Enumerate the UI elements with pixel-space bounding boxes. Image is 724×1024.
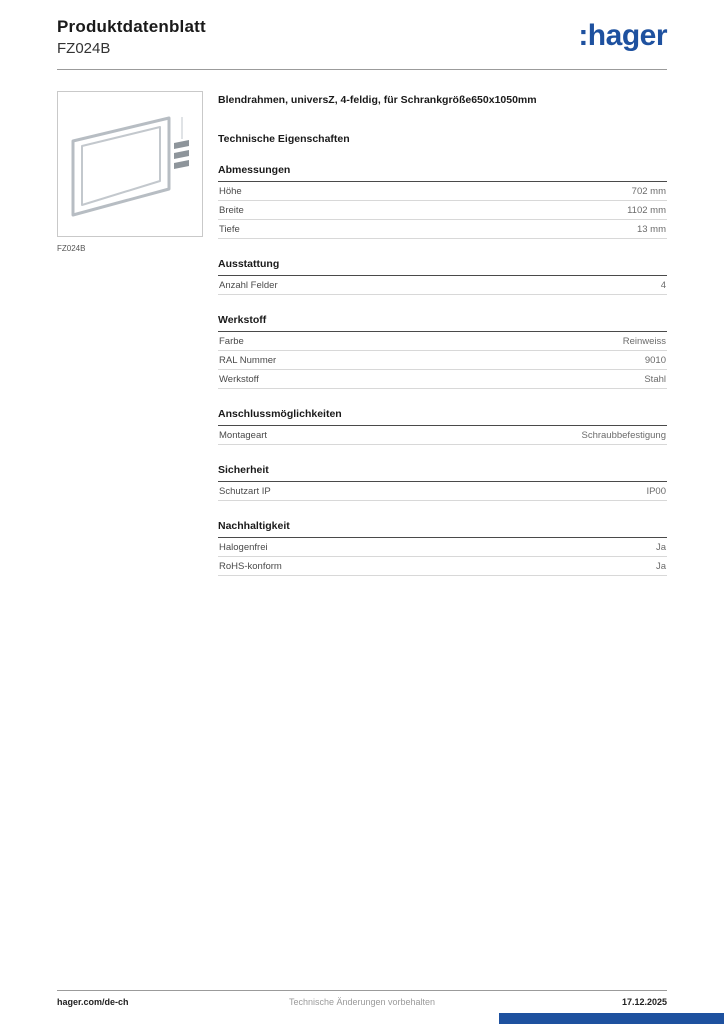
spec-value: 1102 mm (627, 205, 666, 216)
spec-row (218, 370, 667, 389)
section-title: Nachhaltigkeit (218, 520, 667, 538)
spec-label: Breite (219, 205, 244, 216)
spec-row (218, 332, 667, 351)
spec-row (218, 557, 667, 576)
spec-row (218, 426, 667, 445)
spec-row (218, 201, 667, 220)
section-title: Abmessungen (218, 164, 667, 182)
spec-section-abmessungen (218, 164, 667, 239)
footer-website: hager.com/de-ch (57, 997, 129, 1007)
spec-row (218, 482, 667, 501)
page-header (0, 0, 724, 57)
spec-label: RAL Nummer (219, 355, 277, 366)
product-image (57, 91, 203, 237)
spec-row (218, 538, 667, 557)
spec-label: Tiefe (219, 224, 240, 235)
footer-row (57, 997, 667, 1007)
spec-value: Schraubbefestigung (581, 430, 666, 441)
mounting-brackets-icon (174, 140, 189, 169)
spec-label: Werkstoff (219, 374, 259, 385)
product-code: FZ024B (57, 40, 111, 57)
spec-row (218, 276, 667, 295)
spec-label: Montageart (219, 430, 268, 441)
footer-accent-bar (499, 1013, 724, 1024)
header-left (57, 17, 206, 57)
spec-value: Ja (655, 561, 666, 572)
spec-section-anschlussmoeglichkeiten (218, 408, 667, 445)
footer-disclaimer: Technische Änderungen vorbehalten (288, 997, 436, 1007)
specs-column (218, 91, 667, 576)
spec-section-werkstoff (218, 314, 667, 389)
section-title: Anschlussmöglichkeiten (218, 408, 667, 426)
spec-label: Schutzart IP (219, 486, 271, 497)
product-frame-drawing (65, 105, 195, 223)
product-image-column (57, 91, 203, 576)
spec-row (218, 351, 667, 370)
footer-divider (57, 990, 667, 991)
product-image-caption: FZ024B (57, 244, 86, 253)
spec-label: Höhe (219, 186, 242, 197)
spec-value: 4 (660, 280, 666, 291)
spec-label: Halogenfrei (219, 542, 268, 553)
spec-value: 13 mm (636, 224, 666, 235)
specs-heading: Technische Eigenschaften (218, 133, 350, 145)
spec-label: RoHS-konform (219, 561, 282, 572)
spec-value: IP00 (646, 486, 666, 497)
spec-row (218, 182, 667, 201)
product-title: Blendrahmen, universZ, 4-feldig, für Schrankgröße650x1050mm (218, 94, 537, 106)
spec-section-ausstattung (218, 258, 667, 295)
spec-section-nachhaltigkeit (218, 520, 667, 576)
section-title: Ausstattung (218, 258, 667, 276)
spec-value: 702 mm (631, 186, 666, 197)
hager-logo: :hager (578, 19, 667, 52)
section-title: Sicherheit (218, 464, 667, 482)
spec-value: Reinweiss (622, 336, 666, 347)
spec-value: Stahl (644, 374, 666, 385)
spec-label: Anzahl Felder (219, 280, 278, 291)
spec-label: Farbe (219, 336, 244, 347)
page-footer (0, 990, 724, 1024)
spec-row (218, 220, 667, 239)
section-title: Werkstoff (218, 314, 667, 332)
spec-value: 9010 (644, 355, 666, 366)
spec-value: Ja (655, 542, 666, 553)
spec-section-sicherheit (218, 464, 667, 501)
content-area (0, 70, 724, 576)
footer-date: 17.12.2025 (621, 997, 667, 1007)
document-title: Produktdatenblatt (57, 17, 206, 36)
